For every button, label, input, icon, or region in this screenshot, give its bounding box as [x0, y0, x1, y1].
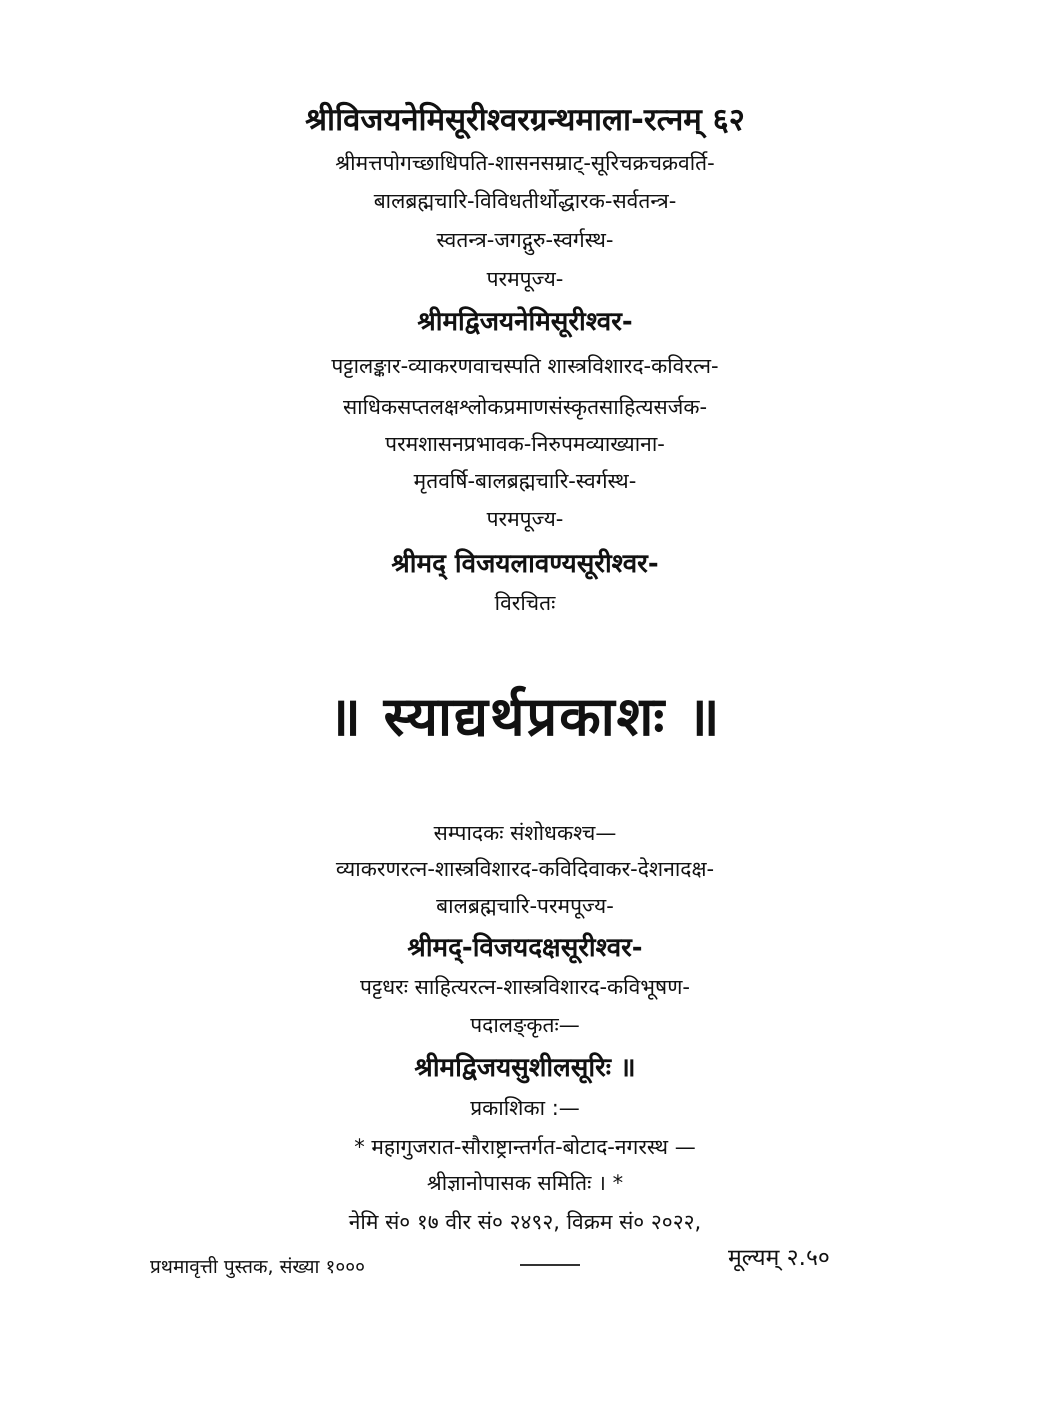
editor-praise-line: व्याकरणरत्न-शास्त्रविशारद-कविदिवाकर-देशनादक्ष- [335, 857, 715, 881]
praise-line: परमशासनप्रभावक-निरुपमव्याख्याना- [385, 432, 665, 456]
praise-line: साधिकसप्तलक्षश्लोकप्रमाणसंस्कृतसाहित्यसर्जक- [342, 395, 708, 419]
praise-line: परमपूज्य- [486, 267, 564, 291]
era-line: नेमि सं० १७ वीर सं० २४९२, विक्रम सं० २०२२, [348, 1210, 702, 1234]
disciple-adorned: पदालङ्कृतः— [470, 1013, 580, 1037]
disciple-praise: पट्टधरः साहित्यरत्न-शास्त्रविशारद-कविभूषण- [360, 975, 690, 999]
disciple-name: श्रीमद्विजयसुशीलसूरिः ॥ [414, 1053, 636, 1083]
price-line: मूल्यम् २.५० [728, 1245, 830, 1271]
praise-line: स्वतन्त्र-जगद्गुरु-स्वर्गस्थ- [436, 228, 614, 252]
series-heading: श्रीविजयनेमिसूरीश्वरग्रन्थमाला-रत्नम् ६२ [305, 102, 745, 138]
book-title: ॥ स्याद्यर्थप्रकाशः ॥ [328, 685, 722, 748]
editor-name: श्रीमद्-विजयदक्षसूरीश्वर- [407, 933, 643, 963]
editor-praise-line: बालब्रह्मचारि-परमपूज्य- [436, 894, 614, 918]
publisher-name: श्रीज्ञानोपासक समितिः । * [426, 1171, 624, 1195]
praise-line: मृतवर्षि-बालब्रह्मचारि-स्वर्गस्थ- [413, 469, 637, 493]
publisher-intro: प्रकाशिका :— [470, 1096, 580, 1120]
publisher-place: * महागुजरात-सौराष्ट्रान्तर्गत-बोटाद-नगरस्थ — [354, 1135, 696, 1159]
editor-intro: सम्पादकः संशोधकश्च— [433, 821, 617, 845]
praise-line: परमपूज्य- [486, 507, 564, 531]
guru-name-1: श्रीमद्विजयनेमिसूरीश्वर- [417, 307, 633, 337]
edition-line: प्रथमावृत्ती पुस्तक, संख्या १००० [150, 1256, 366, 1278]
praise-line: श्रीमत्तपोगच्छाधिपति-शासनसम्राट्-सूरिचक्रचक्रवर्ति- [335, 151, 715, 175]
divider [520, 1264, 580, 1266]
praise-line: बालब्रह्मचारि-विविधतीर्थोद्धारक-सर्वतन्त्र- [373, 189, 677, 213]
praise-line: पट्टालङ्कार-व्याकरणवाचस्पति शास्त्रविशारद-कविरत्न- [331, 354, 719, 378]
guru-name-2: श्रीमद् विजयलावण्यसूरीश्वर- [391, 549, 659, 579]
composed-by: विरचितः [494, 591, 556, 615]
